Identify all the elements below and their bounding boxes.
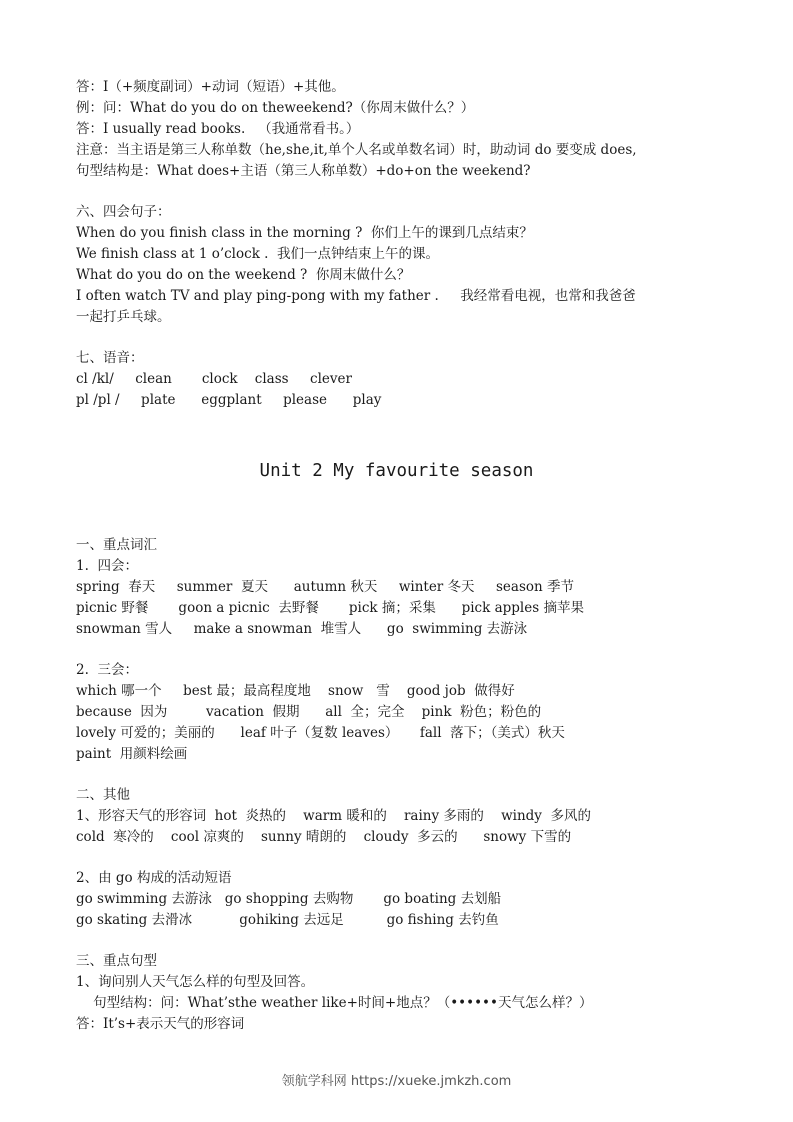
note-structure-line: 句型结构是：What does+主语（第三人称单数）+do+on the weekend? — [76, 163, 531, 179]
section-heading-phonics: 七、语音： — [76, 350, 144, 366]
example-question-line: 例：问：What do you do on theweekend?（你周末做什么？） — [76, 100, 475, 116]
pattern-item: 1、询问别人天气怎么样的句型及回答。 — [76, 974, 315, 990]
weather-adjectives-line: cold 寒冷的 cool 凉爽的 sunny 晴朗的 cloudy 多云的 snowy 下雪的 — [76, 829, 572, 845]
pattern-answer: 答：It’s+表示天气的形容词 — [76, 1016, 245, 1032]
sentence-line: 一起打乒乓球。 — [76, 309, 171, 325]
phonics-line: pl /pl / plate eggplant please play — [76, 392, 382, 408]
sentence-line: When do you finish class in the morning ? 你们上午的课到几点结束？ — [76, 225, 533, 241]
go-phrases-line: go skating 去滑冰 gohiking 去远足 go fishing 去钓鱼 — [76, 912, 499, 928]
go-phrases-heading: 2、由 go 构成的活动短语 — [76, 870, 232, 886]
sentence-line: We finish class at 1 o’clock . 我们一点钟结束上午的课。 — [76, 246, 440, 262]
footer-watermark: 领航学科网 https://xueke.jmkzh.com — [281, 1074, 512, 1089]
section-heading-sentences: 六、四会句子： — [76, 204, 171, 220]
vocab-line: spring 春天 summer 夏天 autumn 秋天 winter 冬天 season 季节 — [76, 579, 575, 595]
vocab-line: because 因为 vacation 假期 all 全；完全 pink 粉色；粉色的 — [76, 704, 542, 720]
vocab-line: which 哪一个 best 最；最高程度地 snow 雪 good job 做得好 — [76, 683, 515, 699]
unit-title: Unit 2 My favourite season — [259, 461, 534, 481]
section-heading-vocab: 一、重点词汇 — [76, 537, 157, 553]
vocab-line: snowman 雪人 make a snowman 堆雪人 go swimming 去游泳 — [76, 621, 528, 637]
example-answer-line: 答：I usually read books. （我通常看书。） — [76, 121, 360, 137]
sentence-line: What do you do on the weekend ? 你周末做什么？ — [76, 267, 411, 283]
answer-structure-line: 答：I（+频度副词）+动词（短语）+其他。 — [76, 79, 345, 95]
note-line: 注意：当主语是第三人称单数（he,she,it,单个人名或单数名词）时，助动词 do 要变成 does, — [76, 142, 637, 158]
vocab-line: lovely 可爱的；美丽的 leaf 叶子（复数 leaves） fall 落下；（美式）秋天 — [76, 725, 565, 741]
phonics-line: cl /kl/ clean clock class clever — [76, 371, 352, 387]
weather-adjectives-line: 1、形容天气的形容词 hot 炎热的 warm 暖和的 rainy 多雨的 windy 多风的 — [76, 808, 591, 824]
section-heading-patterns: 三、重点句型 — [76, 953, 157, 969]
vocab-line: picnic 野餐 goon a picnic 去野餐 pick 摘；采集 pick apples 摘苹果 — [76, 600, 584, 616]
sentence-line: I often watch TV and play ping-pong with my father . 我经常看电视，也常和我爸爸 — [76, 288, 636, 304]
vocab-three-heading: 2. 三会： — [76, 662, 138, 678]
section-heading-other: 二、其他 — [76, 787, 130, 803]
pattern-structure: 句型结构：问：What’sthe weather like+时间+地点？（••••••天气怎么样？） — [76, 995, 593, 1011]
vocab-line: paint 用颜料绘画 — [76, 746, 188, 762]
go-phrases-line: go swimming 去游泳 go shopping 去购物 go boating 去划船 — [76, 891, 502, 907]
vocab-four-heading: 1. 四会： — [76, 558, 138, 574]
